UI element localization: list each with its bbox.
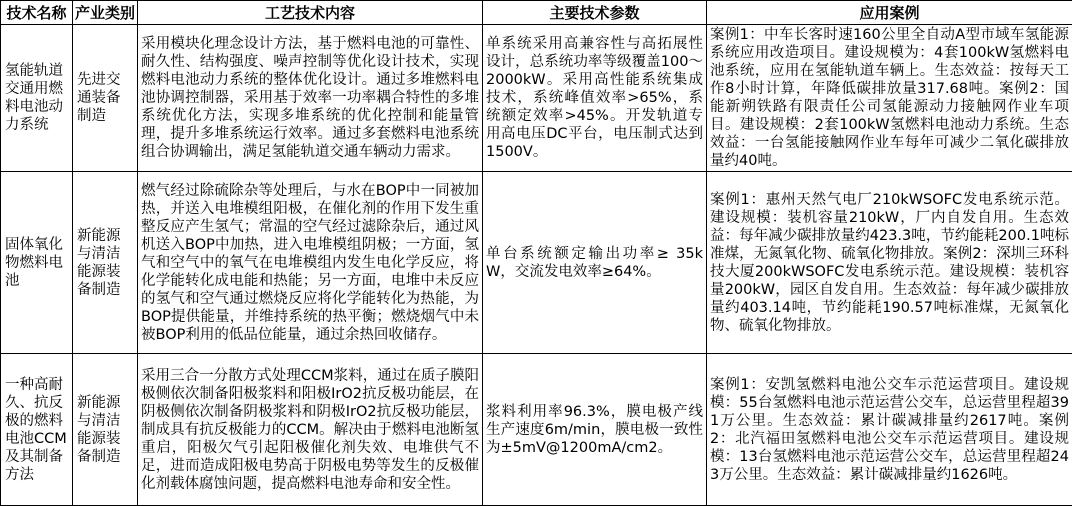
cell-industry-category: 新能源与清洁能源装备制造 bbox=[73, 172, 138, 354]
table-row bbox=[1, 25, 1072, 172]
cell-process-content: 采用模块化理念设计方法，基于燃料电池的可靠性、耐久性、结构强度、噪声控制等优化设计技术，实现燃料电池动力系统的整体优化设计。通过多堆燃料电池协调控制器，采用基于效率一功率耦合特性的多堆系统优化方法，实现多堆系统的优化控制和能量管理，提升多堆系统运行效率。通过多套燃料电池系统组合协调输出，满足氢能轨道交通车辆动力需求。 bbox=[138, 25, 483, 172]
table-row bbox=[1, 354, 1072, 506]
cell-tech-parameters: 浆料利用率96.3%，膜电极产线生产速度6m/min，膜电极一致性为±5mV@1200mA/cm2。 bbox=[483, 354, 707, 506]
header-tech-name: 技术名称 bbox=[1, 1, 73, 25]
header-process-content: 工艺技术内容 bbox=[138, 1, 483, 25]
cell-tech-name: 一种高耐久、抗反极的燃料电池CCM及其制备方法 bbox=[1, 354, 73, 506]
cell-application-cases: 案例1：中车长客时速160公里全自动A型市域车氢能源系统应用改造项目。建设规模为：4套100kW氢燃料电池系统，应用在氢能轨道车辆上。生态效益：按每天工作8小时计算，年降低碳排放量317.68吨。案例2：国能新朔铁路有限责任公司氢能源动力接触网作业车项目。建设规模：2套100kW氢燃料电池动力系统。生态效益：一台氢能接触网作业车每年可减少二氧化碳排放量约40吨。 bbox=[707, 25, 1072, 172]
cell-process-content: 采用三合一分散方式处理CCM浆料，通过在质子膜阳极侧依次制备阳极浆料和阳极IrO2抗反极功能层，在阴极侧依次制备阴极浆料和阴极IrO2抗反极功能层，制成具有抗反极能力的CCM。解决由于燃料电池断氢重启，阳极欠气引起阳极催化剂失效、电堆供气不足，进而造成阳极电势高于阴极电势等发生的反极催化剂载体腐蚀问题，提高燃料电池寿命和安全性。 bbox=[138, 354, 483, 506]
table-row bbox=[1, 172, 1072, 354]
cell-tech-name: 氢能轨道交通用燃料电池动力系统 bbox=[1, 25, 73, 172]
cell-tech-parameters: 单台系统额定输出功率≥ 35kW，交流发电效率≥64%。 bbox=[483, 172, 707, 354]
header-application-cases: 应用案例 bbox=[707, 1, 1072, 25]
cell-process-content: 燃气经过除硫除杂等处理后，与水在BOP中一同被加热，并送入电堆模组阳极，在催化剂的作用下发生重整反应产生氢气；常温的空气经过滤除杂后，通过风机送入BOP中加热，进入电堆模组阴极；一方面，氢气和空气中的氧气在电堆模组内发生电化学反应，将化学能转化成电能和热能；另一方面，电堆中未反应的氢气和空气通过燃烧反应将化学能转化为热能，为BOP提供能量，并维持系统的热平衡；燃烧烟气中未被BOP利用的低品位能量，通过余热回收储存。 bbox=[138, 172, 483, 354]
cell-application-cases: 案例1：惠州天然气电厂210kWSOFC发电系统示范。建设规模：装机容量210kW，厂内自发自用。生态效益：每年减少碳排放量约423.3吨，节约能耗200.1吨标准煤，无氮氧化物、硫氧化物排放。案例2：深圳三环科技大厦200kWSOFC发电系统示范。建设规模：装机容量200kW，园区自发自用。生态效益：每年减少碳排放量约403.14吨，节约能耗190.57吨标准煤，无氮氧化物、硫氧化物排放。 bbox=[707, 172, 1072, 354]
cell-industry-category: 先进交通装备制造 bbox=[73, 25, 138, 172]
cell-tech-name: 固体氧化物燃料电池 bbox=[1, 172, 73, 354]
cell-tech-parameters: 单系统采用高兼容性与高拓展性设计，总系统功率等级覆盖100～2000kW。采用高性能系统集成技术，系统峰值效率>65%，系统额定效率>45%。开发轨道专用高电压DC平台，电压制式达到1500V。 bbox=[483, 25, 707, 172]
cell-application-cases: 案例1：安凯氢燃料电池公交车示范运营项目。建设规模：55台氢燃料电池示范运营公交车，总运营里程超391万公里。生态效益：累计碳减排量约2617吨。案例2：北汽福田氢燃料电池公交车示范运营项目。建设规模：13台氢燃料电池示范运营公交车，总运营里程超243万公里。生态效益：累计碳减排量约1626吨。 bbox=[707, 354, 1072, 506]
header-tech-parameters: 主要技术参数 bbox=[483, 1, 707, 25]
cell-industry-category: 新能源与清洁能源装备制造 bbox=[73, 354, 138, 506]
table-header-row bbox=[1, 1, 1072, 25]
header-industry-category: 产业类别 bbox=[73, 1, 138, 25]
